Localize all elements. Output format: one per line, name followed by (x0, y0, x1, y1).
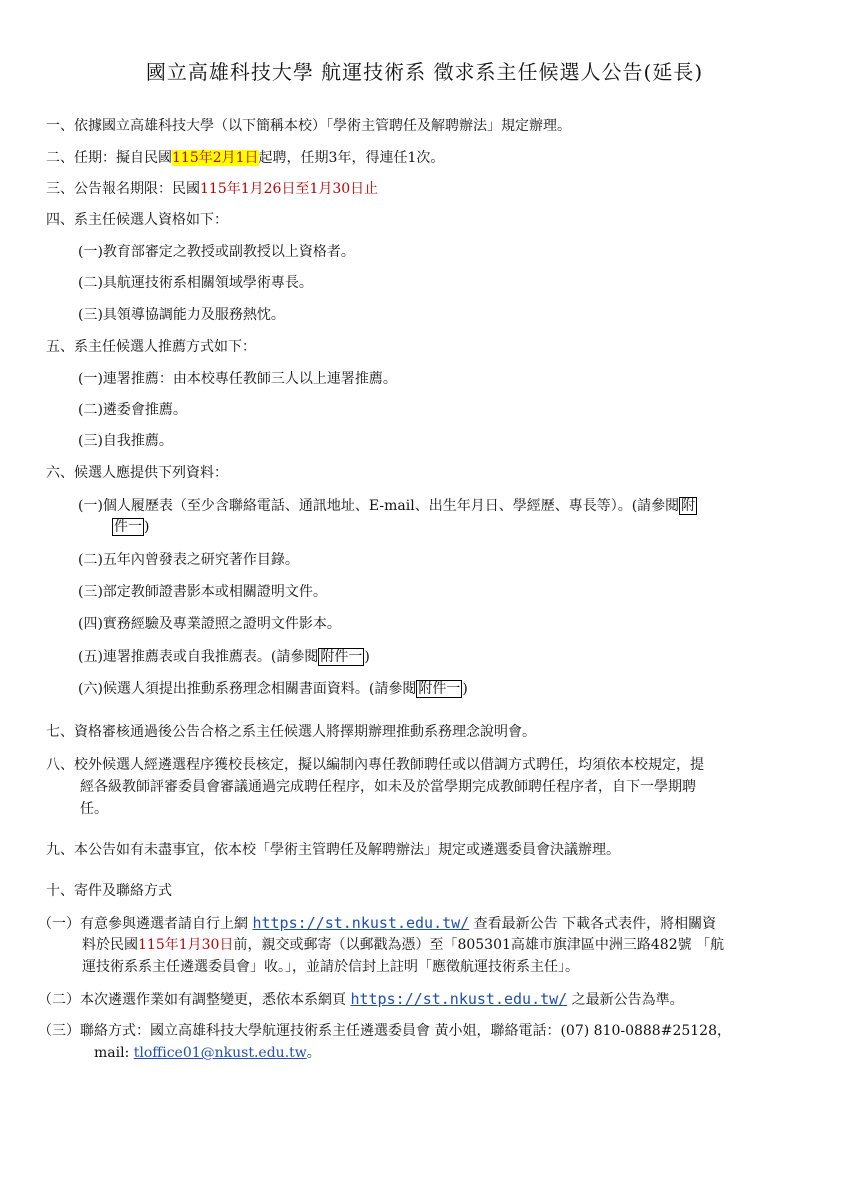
section-6-item-1-text: (一)個人履歷表（至少含聯絡電話、通訊地址、E-mail、出生年月日、學經歷、專長等）。(請參閱 (78, 498, 680, 514)
department-website-link[interactable]: https://st.nkust.edu.tw/ (350, 990, 568, 1008)
contact-item-3-line-2 (94, 1043, 321, 1063)
attachment-ref-box: 件一 (114, 519, 142, 535)
section-8-line: 任。 (80, 801, 108, 817)
paren-close: ) (144, 519, 150, 535)
mail-label: mail: (94, 1045, 134, 1061)
paren-close: ) (364, 649, 370, 665)
contact-item-2 (38, 989, 684, 1010)
attachment-ref-box: 附件一 (418, 681, 461, 697)
section-5-heading: 五、系主任候選人推薦方式如下： (46, 339, 256, 355)
contact-item-1-line-3: 運技術系系主任遴選委員會」收。」，並請於信封上註明「應徵航運技術系主任」。 (82, 959, 579, 975)
contact-item-3: （三）聯絡方式：國立高雄科技大學航運技術系主任遴選委員會 黃小姐，聯絡電話：(07) 810-0888#25128， (38, 1023, 731, 1039)
contact-item-1 (38, 913, 716, 934)
section-4-item: (二)具航運技術系相關領域學術專長。 (78, 275, 313, 291)
section-6-item-1 (78, 496, 697, 516)
section-6-heading: 六、候選人應提供下列資料： (46, 465, 228, 481)
section-8-line: 經各級教師評審委員會審議通過完成聘任程序，如未及於當學期完成教師聘任程序者，自下一學期聘 (80, 779, 696, 795)
contact-item-2-text: （二）本次遴選作業如有調整變更，悉依本系網頁 (38, 992, 346, 1008)
mailing-address: 前，親交或郵寄（以郵戳為憑）至「805301高雄市旗津區中洲三路482號 「航 (233, 937, 725, 953)
section-8-line: 八、校外候選人經遴選程序獲校長核定，擬以編制內專任教師聘任或以借調方式聘任，均須依本校規定，提 (46, 757, 704, 773)
section-3 (46, 179, 378, 199)
section-4-item: (三)具領導協調能力及服務熱忱。 (78, 307, 285, 323)
section-5-item: (二)遴委會推薦。 (78, 402, 187, 418)
section-6-item-6 (78, 679, 468, 699)
section-4-heading: 四、系主任候選人資格如下： (46, 212, 228, 228)
section-6-item-5 (78, 647, 370, 667)
contact-item-1-line-2 (82, 935, 724, 955)
deadline-date: 115年1月30日 (138, 937, 234, 953)
contact-item-1-line-2-text: 料於民國 (82, 937, 138, 953)
paren-close: ) (462, 681, 468, 697)
section-6-item-5-text: (五)連署推薦表或自我推薦表。(請參閱 (78, 649, 319, 665)
section-5-item: (三)自我推薦。 (78, 433, 173, 449)
section-2-text: 二、任期：擬自民國 (46, 150, 172, 166)
section-6-item: (二)五年內曾發表之研究著作目錄。 (78, 552, 299, 568)
section-6-item: (三)部定教師證書影本或相關證明文件。 (78, 584, 327, 600)
section-4-item: (一)教育部審定之教授或副教授以上資格者。 (78, 244, 355, 260)
contact-email-link[interactable]: tloffice01@nkust.edu.tw (133, 1045, 307, 1061)
section-7: 七、資格審核通過後公告合格之系主任候選人將擇期辦理推動系務理念說明會。 (46, 724, 536, 740)
period: 。 (306, 1045, 321, 1061)
application-period: 115年1月26日至1月30日止 (200, 181, 379, 197)
section-3-text: 三、公告報名期限：民國 (46, 181, 200, 197)
term-start-date-highlight: 115年2月1日 (172, 150, 259, 166)
section-6-item-1-cont (112, 517, 149, 537)
contact-item-1-text: （一）有意參與遴選者請自行上網 (38, 916, 248, 932)
section-5-item: (一)連署推薦：由本校專任教師三人以上連署推薦。 (78, 371, 397, 387)
department-website-link[interactable]: https://st.nkust.edu.tw/ (252, 914, 470, 932)
section-1: 一、依據國立高雄科技大學（以下簡稱本校）「學術主管聘任及解聘辦法」規定辦理。 (46, 118, 571, 134)
section-2-text-tail: 起聘，任期3年，得連任1次。 (258, 150, 445, 166)
section-2 (46, 148, 444, 168)
section-6-item-6-text: (六)候選人須提出推動系務理念相關書面資料。(請參閱 (78, 681, 417, 697)
attachment-ref-box: 附件一 (320, 649, 363, 665)
section-10-heading: 十、寄件及聯絡方式 (46, 883, 172, 899)
attachment-ref-box: 附 (681, 498, 696, 514)
page-title: 國立高雄科技大學 航運技術系 徵求系主任候選人公告(延長) (145, 60, 704, 84)
section-6-item: (四)實務經驗及專業證照之證明文件影本。 (78, 616, 341, 632)
contact-item-1-text-tail: 查看最新公告 下載各式表件，將相關資 (473, 916, 717, 932)
section-9: 九、本公告如有未盡事宜，依本校「學術主管聘任及解聘辦法」規定或遴選委員會決議辦理。 (46, 842, 620, 858)
contact-item-2-text-tail: 之最新公告為準。 (571, 992, 684, 1008)
